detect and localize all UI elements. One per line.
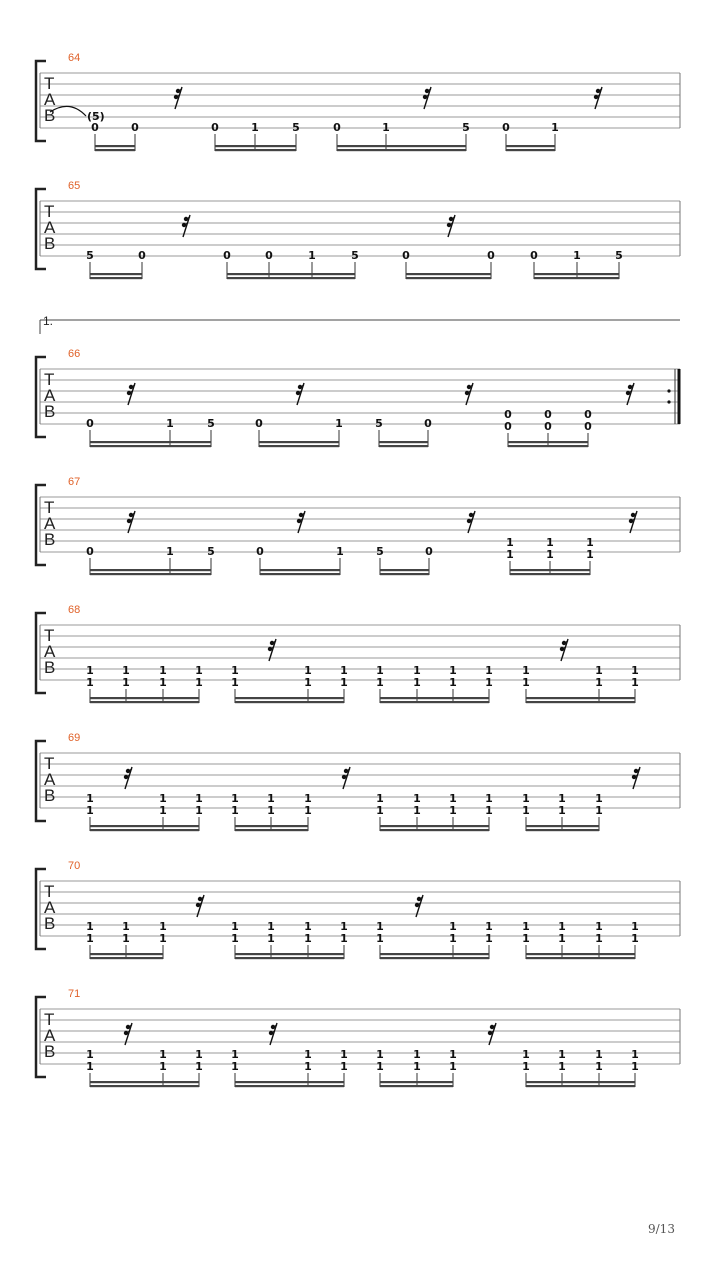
fret-number: 0 (544, 408, 552, 421)
fret-number: 0 (425, 545, 433, 558)
fret-number: 1 (340, 1060, 348, 1073)
beam-primary (90, 1081, 199, 1083)
fret-number: 1 (506, 536, 514, 549)
fret-number: 1 (159, 1048, 167, 1061)
tab-clef-letter: B (44, 786, 56, 805)
fret-number: 1 (166, 417, 174, 430)
fret-number: 0 (584, 408, 592, 421)
fret-number: 1 (159, 920, 167, 933)
fret-number: 1 (595, 676, 603, 689)
tied-fret-number: (5) (87, 110, 105, 123)
fret-number: 1 (159, 932, 167, 945)
fret-number: 1 (449, 664, 457, 677)
beam-secondary (235, 829, 308, 831)
measure-number: 68 (68, 604, 81, 616)
beam-primary (90, 273, 142, 275)
beam-secondary (235, 957, 344, 959)
beam-primary (90, 953, 163, 955)
tab-clef-letter: T (44, 498, 55, 517)
tab-clef-letter: B (44, 658, 56, 677)
tab-system (36, 52, 680, 151)
beam-secondary (379, 445, 428, 447)
measure-number: 67 (68, 476, 81, 488)
beam-secondary (380, 957, 489, 959)
fret-number: 1 (595, 804, 603, 817)
fret-number: 1 (558, 1048, 566, 1061)
fret-number: 1 (231, 804, 239, 817)
beam-secondary (506, 149, 555, 151)
fret-number: 1 (485, 920, 493, 933)
beam-primary (260, 569, 340, 571)
beam-secondary (90, 701, 199, 703)
fret-number: 1 (231, 792, 239, 805)
fret-number: 1 (522, 792, 530, 805)
fret-number: 1 (304, 1060, 312, 1073)
tab-clef-letter: B (44, 914, 56, 933)
beam-primary (227, 273, 355, 275)
fret-number: 1 (449, 804, 457, 817)
fret-number: 5 (292, 121, 300, 134)
fret-number: 0 (138, 249, 146, 262)
fret-number: 1 (304, 932, 312, 945)
beam-primary (215, 145, 296, 147)
beam-primary (380, 569, 429, 571)
fret-number: 1 (573, 249, 581, 262)
fret-number: 0 (256, 545, 264, 558)
beam-secondary (95, 149, 135, 151)
beam-primary (235, 1081, 344, 1083)
fret-number: 0 (584, 420, 592, 433)
fret-number: 1 (376, 676, 384, 689)
fret-number: 1 (340, 1048, 348, 1061)
measure-number: 71 (68, 988, 81, 1000)
fret-number: 1 (382, 121, 390, 134)
fret-number: 1 (522, 932, 530, 945)
beam-primary (526, 953, 635, 955)
fret-number: 1 (159, 664, 167, 677)
tab-clef-letter: A (44, 218, 56, 237)
fret-number: 1 (340, 676, 348, 689)
fret-number: 1 (449, 676, 457, 689)
fret-number: 1 (376, 920, 384, 933)
tab-system (36, 988, 680, 1087)
fret-number: 1 (413, 792, 421, 805)
measure-number: 64 (68, 52, 81, 64)
fret-number: 1 (86, 792, 94, 805)
measure-number: 65 (68, 180, 81, 192)
fret-number: 0 (255, 417, 263, 430)
beam-secondary (227, 277, 355, 279)
fret-number: 5 (207, 417, 215, 430)
tab-clef-letter: B (44, 234, 56, 253)
fret-number: 1 (631, 932, 639, 945)
tab-clef-letter: A (44, 386, 56, 405)
beam-secondary (380, 701, 489, 703)
fret-number: 1 (413, 676, 421, 689)
fret-number: 1 (340, 664, 348, 677)
fret-number: 1 (485, 676, 493, 689)
beam-secondary (90, 957, 163, 959)
fret-number: 1 (304, 1048, 312, 1061)
fret-number: 1 (631, 1048, 639, 1061)
tab-clef-letter: B (44, 1042, 56, 1061)
repeat-dot (667, 389, 670, 392)
fret-number: 1 (159, 1060, 167, 1073)
tab-clef-letter: B (44, 530, 56, 549)
fret-number: 0 (211, 121, 219, 134)
fret-number: 1 (267, 804, 275, 817)
fret-number: 1 (122, 664, 130, 677)
beam-primary (534, 273, 619, 275)
fret-number: 1 (522, 920, 530, 933)
fret-number: 1 (558, 1060, 566, 1073)
beam-secondary (380, 829, 489, 831)
fret-number: 5 (351, 249, 359, 262)
fret-number: 0 (333, 121, 341, 134)
beam-primary (90, 825, 199, 827)
beam-secondary (526, 701, 635, 703)
fret-number: 0 (504, 408, 512, 421)
measure-number: 69 (68, 732, 81, 744)
fret-number: 1 (522, 1060, 530, 1073)
fret-number: 0 (86, 417, 94, 430)
beam-secondary (526, 957, 635, 959)
fret-number: 1 (86, 676, 94, 689)
beam-primary (235, 953, 344, 955)
fret-number: 5 (615, 249, 623, 262)
fret-number: 1 (267, 792, 275, 805)
fret-number: 1 (231, 920, 239, 933)
fret-number: 1 (376, 664, 384, 677)
beam-primary (526, 697, 635, 699)
fret-number: 1 (449, 932, 457, 945)
beam-primary (337, 145, 466, 147)
fret-number: 0 (91, 121, 99, 134)
fret-number: 1 (586, 548, 594, 561)
beam-primary (510, 569, 590, 571)
beam-secondary (90, 573, 211, 575)
fret-number: 1 (631, 1060, 639, 1073)
fret-number: 1 (631, 920, 639, 933)
fret-number: 1 (449, 792, 457, 805)
fret-number: 5 (207, 545, 215, 558)
fret-number: 1 (195, 676, 203, 689)
beam-secondary (534, 277, 619, 279)
fret-number: 1 (336, 545, 344, 558)
beam-primary (380, 825, 489, 827)
fret-number: 1 (551, 121, 559, 134)
beam-primary (259, 441, 339, 443)
beam-primary (508, 441, 588, 443)
measure-number: 70 (68, 860, 81, 872)
fret-number: 1 (558, 920, 566, 933)
tab-system (36, 180, 680, 279)
tab-clef-letter: A (44, 90, 56, 109)
fret-number: 1 (86, 932, 94, 945)
fret-number: 0 (502, 121, 510, 134)
fret-number: 1 (304, 676, 312, 689)
beam-primary (90, 441, 211, 443)
tab-clef-letter: T (44, 882, 55, 901)
volta-label: 1. (43, 314, 54, 328)
beam-secondary (508, 445, 588, 447)
tab-clef-letter: T (44, 1010, 55, 1029)
fret-number: 1 (522, 804, 530, 817)
beam-primary (235, 825, 308, 827)
fret-number: 0 (265, 249, 273, 262)
fret-number: 0 (424, 417, 432, 430)
fret-number: 1 (586, 536, 594, 549)
fret-number: 0 (504, 420, 512, 433)
beam-primary (526, 825, 599, 827)
fret-number: 1 (376, 792, 384, 805)
tab-system (36, 348, 680, 447)
beam-primary (380, 697, 489, 699)
beam-secondary (90, 445, 211, 447)
fret-number: 1 (159, 804, 167, 817)
fret-number: 1 (231, 676, 239, 689)
fret-number: 0 (131, 121, 139, 134)
tab-system (36, 604, 680, 703)
tab-system (36, 860, 680, 959)
fret-number: 1 (595, 792, 603, 805)
fret-number: 1 (195, 1060, 203, 1073)
tab-clef-letter: T (44, 626, 55, 645)
fret-number: 1 (122, 676, 130, 689)
beam-secondary (526, 1085, 635, 1087)
beam-primary (90, 697, 199, 699)
tab-system (36, 476, 680, 575)
beam-secondary (235, 1085, 344, 1087)
tab-clef-letter: T (44, 370, 55, 389)
page-number: 9/13 (648, 1222, 675, 1236)
tab-clef-letter: B (44, 106, 56, 125)
fret-number: 1 (485, 804, 493, 817)
fret-number: 1 (335, 417, 343, 430)
fret-number: 1 (595, 664, 603, 677)
fret-number: 0 (223, 249, 231, 262)
measure-number: 66 (68, 348, 81, 360)
fret-number: 1 (251, 121, 259, 134)
fret-number: 1 (376, 804, 384, 817)
fret-number: 1 (522, 1048, 530, 1061)
fret-number: 1 (231, 932, 239, 945)
tab-clef-letter: A (44, 770, 56, 789)
tab-clef-letter: A (44, 1026, 56, 1045)
beam-secondary (406, 277, 491, 279)
tab-clef-letter: T (44, 74, 55, 93)
fret-number: 1 (304, 920, 312, 933)
beam-secondary (259, 445, 339, 447)
beam-secondary (90, 1085, 199, 1087)
fret-number: 1 (506, 548, 514, 561)
fret-number: 1 (631, 664, 639, 677)
fret-number: 1 (195, 1048, 203, 1061)
fret-number: 1 (595, 1048, 603, 1061)
fret-number: 1 (304, 792, 312, 805)
fret-number: 5 (375, 417, 383, 430)
fret-number: 1 (376, 1048, 384, 1061)
fret-number: 1 (231, 1060, 239, 1073)
beam-secondary (510, 573, 590, 575)
beam-secondary (215, 149, 296, 151)
fret-number: 0 (86, 545, 94, 558)
fret-number: 0 (402, 249, 410, 262)
beam-primary (235, 697, 344, 699)
fret-number: 1 (86, 1048, 94, 1061)
beam-primary (95, 145, 135, 147)
beam-secondary (90, 829, 199, 831)
fret-number: 1 (231, 1048, 239, 1061)
fret-number: 1 (595, 932, 603, 945)
beam-secondary (90, 277, 142, 279)
fret-number: 1 (86, 804, 94, 817)
fret-number: 1 (231, 664, 239, 677)
fret-number: 5 (376, 545, 384, 558)
beam-secondary (380, 573, 429, 575)
fret-number: 1 (558, 804, 566, 817)
fret-number: 1 (340, 920, 348, 933)
repeat-dot (667, 400, 670, 403)
beam-primary (406, 273, 491, 275)
fret-number: 1 (522, 676, 530, 689)
fret-number: 1 (413, 664, 421, 677)
fret-number: 1 (413, 1060, 421, 1073)
tab-clef-letter: T (44, 202, 55, 221)
fret-number: 1 (267, 932, 275, 945)
fret-number: 0 (544, 420, 552, 433)
fret-number: 1 (558, 792, 566, 805)
fret-number: 5 (462, 121, 470, 134)
beam-secondary (526, 829, 599, 831)
fret-number: 1 (86, 1060, 94, 1073)
tab-clef-letter: B (44, 402, 56, 421)
tab-system (36, 732, 680, 831)
fret-number: 1 (166, 545, 174, 558)
fret-number: 1 (304, 664, 312, 677)
beam-primary (380, 953, 489, 955)
fret-number: 1 (308, 249, 316, 262)
fret-number: 1 (122, 920, 130, 933)
tab-clef-letter: A (44, 898, 56, 917)
fret-number: 5 (86, 249, 94, 262)
fret-number: 1 (195, 664, 203, 677)
fret-number: 1 (449, 1060, 457, 1073)
fret-number: 1 (631, 676, 639, 689)
beam-primary (379, 441, 428, 443)
tab-clef-letter: A (44, 514, 56, 533)
fret-number: 1 (159, 676, 167, 689)
fret-number: 1 (449, 1048, 457, 1061)
fret-number: 1 (595, 1060, 603, 1073)
fret-number: 1 (86, 920, 94, 933)
beam-primary (526, 1081, 635, 1083)
fret-number: 0 (530, 249, 538, 262)
fret-number: 1 (122, 932, 130, 945)
beam-secondary (235, 701, 344, 703)
fret-number: 1 (449, 920, 457, 933)
fret-number: 1 (546, 536, 554, 549)
fret-number: 1 (485, 932, 493, 945)
fret-number: 1 (558, 932, 566, 945)
fret-number: 1 (376, 1060, 384, 1073)
fret-number: 1 (86, 664, 94, 677)
tie-arc (50, 106, 86, 116)
fret-number: 1 (304, 804, 312, 817)
fret-number: 1 (595, 920, 603, 933)
volta-bracket (40, 314, 680, 334)
fret-number: 1 (267, 920, 275, 933)
tab-clef-letter: A (44, 642, 56, 661)
fret-number: 1 (546, 548, 554, 561)
fret-number: 1 (195, 792, 203, 805)
fret-number: 1 (485, 792, 493, 805)
fret-number: 1 (159, 792, 167, 805)
fret-number: 1 (413, 1048, 421, 1061)
fret-number: 1 (413, 804, 421, 817)
beam-secondary (380, 1085, 453, 1087)
fret-number: 1 (376, 932, 384, 945)
tab-clef-letter: T (44, 754, 55, 773)
fret-number: 1 (340, 932, 348, 945)
beam-primary (90, 569, 211, 571)
beam-secondary (260, 573, 340, 575)
beam-primary (506, 145, 555, 147)
fret-number: 0 (487, 249, 495, 262)
beam-secondary (337, 149, 466, 151)
fret-number: 1 (522, 664, 530, 677)
beam-primary (380, 1081, 453, 1083)
fret-number: 1 (195, 804, 203, 817)
fret-number: 1 (485, 664, 493, 677)
